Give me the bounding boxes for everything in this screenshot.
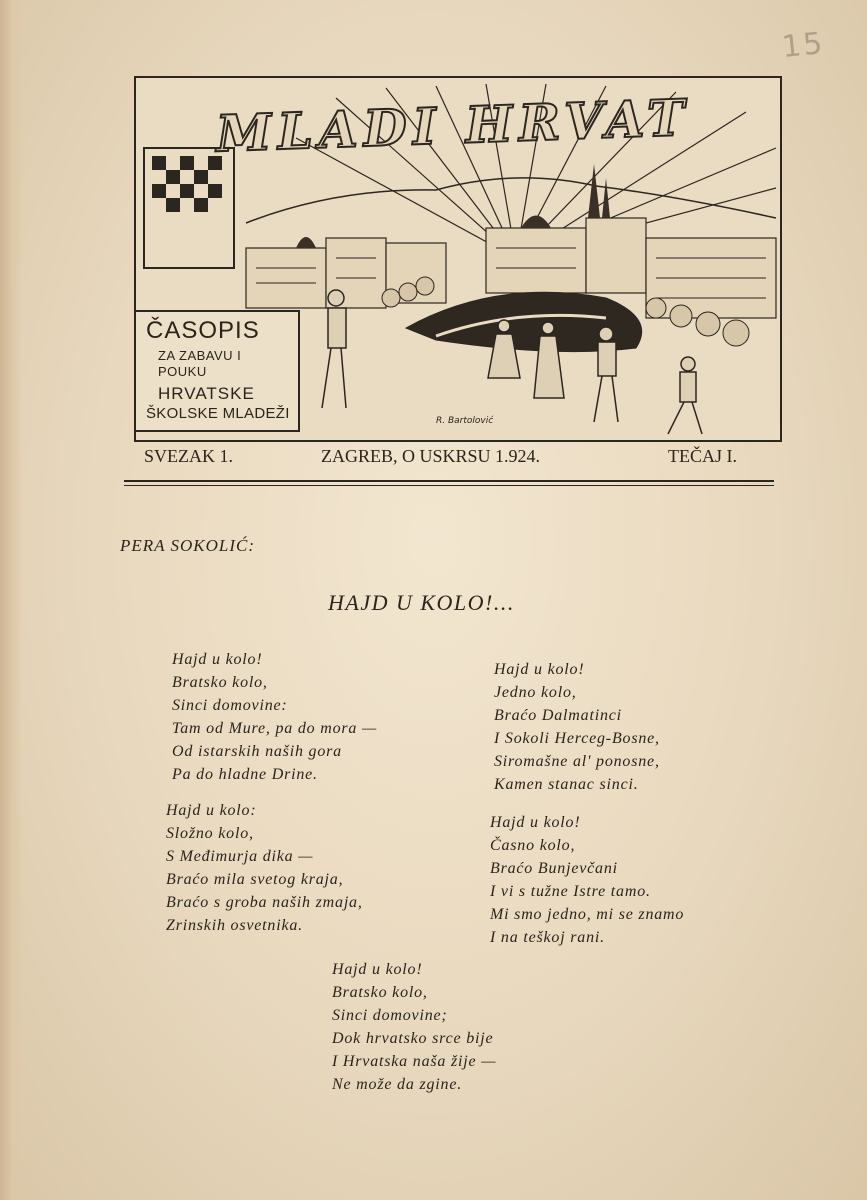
issue-volume: SVEZAK 1. — [144, 446, 233, 466]
verse-line: Siromašne al' ponosne, — [494, 753, 660, 770]
subtitle-casopis: ČASOPIS — [146, 317, 260, 344]
artist-signature: R. Bartolović — [436, 416, 494, 426]
issue-place-date: ZAGREB, O USKRSU 1.924. — [321, 446, 541, 466]
verse-line: Složno kolo, — [166, 825, 254, 842]
verse-line: Hajd u kolo: — [166, 802, 257, 819]
page-edge — [0, 0, 22, 1200]
verse-line: S Međimurja dika — — [166, 848, 314, 865]
verse-line: Sinci domovine; — [332, 1007, 448, 1024]
logo-title: MLADI HRVAT — [215, 87, 692, 164]
verse-line: Braćo mila svetog kraja, — [166, 871, 344, 888]
issue-year: TEČAJ I. — [668, 446, 737, 466]
verse-line: Braćo Bunjevčani — [490, 860, 618, 877]
verse-line: Časno kolo, — [490, 837, 576, 854]
stanza-1 — [172, 648, 377, 786]
poem-title: HAJD U KOLO!... — [328, 590, 515, 615]
verse-line: Bratsko kolo, — [172, 674, 268, 691]
poem-author: PERA SOKOLIĆ: — [120, 536, 255, 555]
stanza-4 — [490, 811, 684, 949]
verse-line: Tam od Mure, pa do mora — — [172, 720, 378, 737]
verse-line: Od istarskih naših gora — [172, 743, 342, 760]
verse-line: I Hrvatska naša žije — — [332, 1053, 497, 1070]
subtitle-skolske: ŠKOLSKE MLADEŽI — [146, 405, 290, 422]
verse-line: Hajd u kolo! — [172, 651, 263, 668]
verse-line: Mi smo jedno, mi se znamo — [490, 906, 685, 923]
verse-line: Pa do hladne Drine. — [172, 766, 318, 783]
verse-line: Jedno kolo, — [494, 684, 577, 701]
verse-line: Hajd u kolo! — [490, 814, 581, 831]
masthead-subtitle-box — [136, 310, 300, 432]
stanza-3 — [166, 799, 363, 937]
divider-thin — [124, 485, 774, 486]
verse-line: I vi s tužne Istre tamo. — [490, 883, 651, 900]
verse-line: Ne može da zgine. — [332, 1076, 463, 1093]
croatian-coat-of-arms — [144, 148, 234, 268]
pencil-note: 15 — [780, 25, 826, 66]
verse-line: Bratsko kolo, — [332, 984, 428, 1001]
verse-line: Braćo s groba naših zmaja, — [166, 894, 363, 911]
verse-line: Hajd u kolo! — [332, 961, 423, 978]
verse-line: Zrinskih osvetnika. — [166, 917, 303, 934]
stanza-5 — [332, 958, 496, 1096]
verse-line: Hajd u kolo! — [494, 661, 585, 678]
verse-line: Braćo Dalmatinci — [494, 707, 622, 724]
subtitle-zabava: ZA ZABAVU I POUKU — [158, 348, 242, 379]
verse-line: I Sokoli Herceg-Bosne, — [494, 730, 660, 747]
stanza-2 — [494, 658, 660, 796]
subtitle-hrvatske: HRVATSKE — [158, 384, 255, 403]
verse-line: Dok hrvatsko srce bije — [332, 1030, 494, 1047]
masthead-illustration — [134, 76, 782, 442]
verse-line: Sinci domovine: — [172, 697, 288, 714]
verse-line: I na teškoj rani. — [490, 929, 605, 946]
verse-line: Kamen stanac sinci. — [494, 776, 639, 793]
divider-thick — [124, 480, 774, 482]
